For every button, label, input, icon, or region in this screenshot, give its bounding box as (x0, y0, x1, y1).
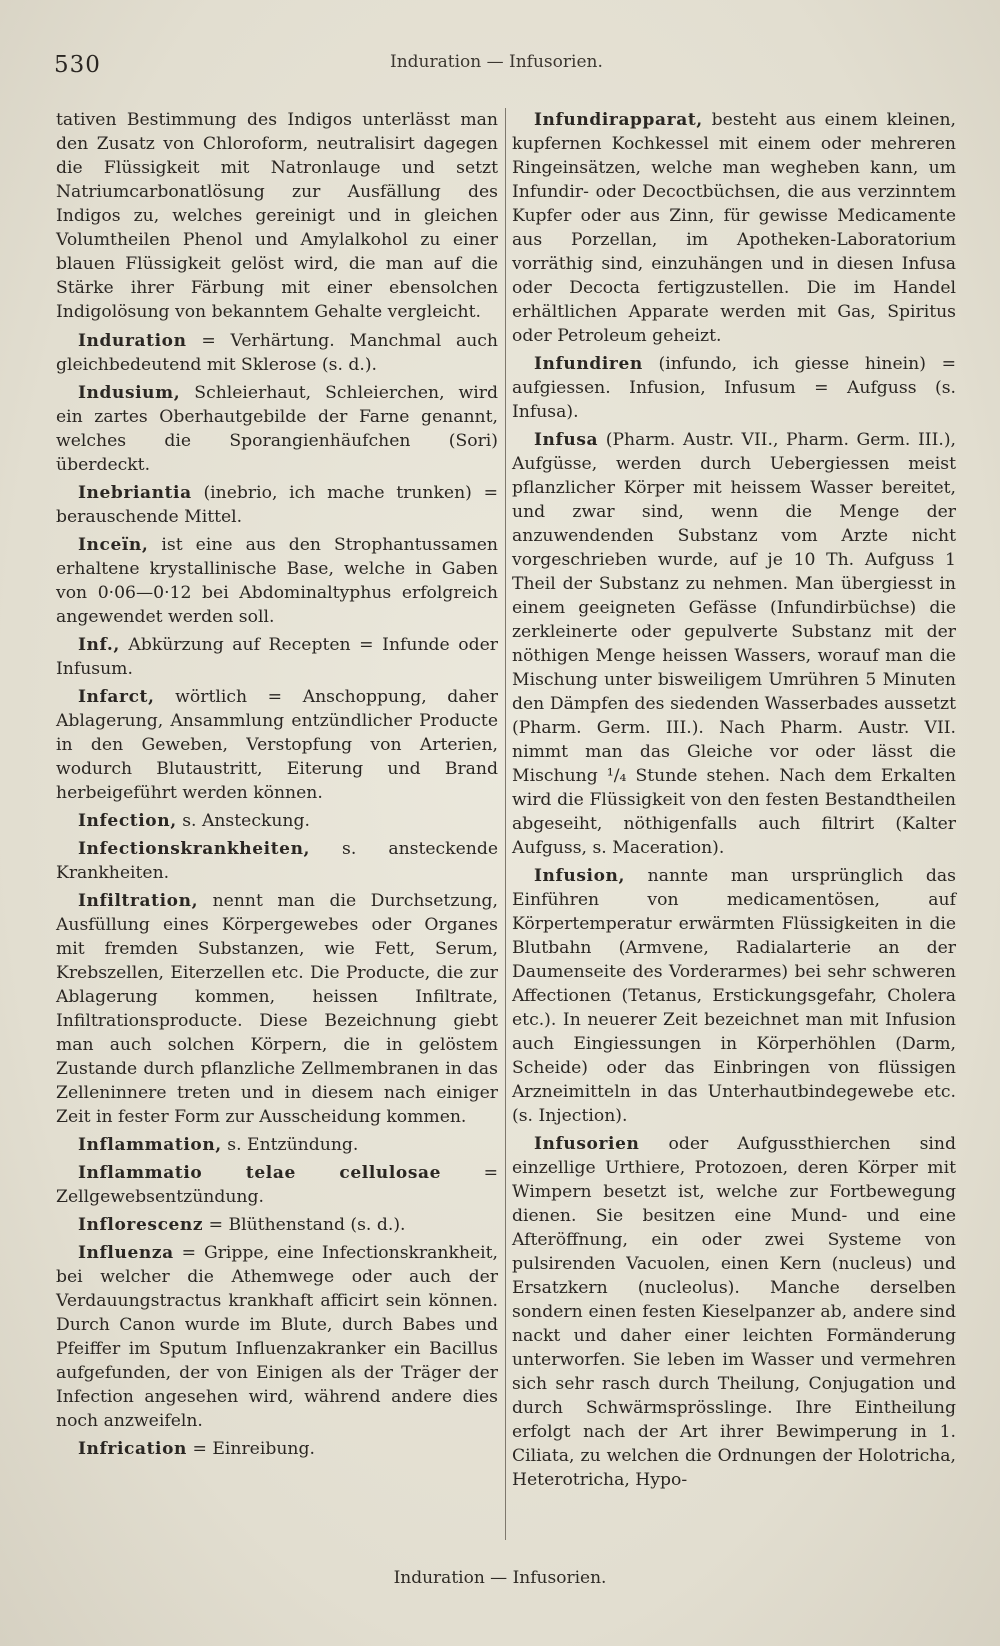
entry-infusa (512, 428, 956, 860)
entry-infundiren (512, 352, 956, 424)
entry-text: ist eine aus den Strophantussamen erhaltene krystallinische Base, welche in Gaben von 0·06—0·12 bei Abdominaltyphus erfolgreich angewendet werden soll. (56, 535, 498, 627)
entry-headword: Infiltration, (78, 891, 199, 911)
entry-text: s. ansteckende Krankheiten. (56, 839, 498, 883)
entry-infusion (512, 864, 956, 1128)
entry-headword: Inf., (78, 635, 120, 655)
entry-headword: Influenza (78, 1243, 174, 1263)
entry-text: wörtlich = Anschoppung, daher Ablagerung, Ansammlung entzündlicher Producte in den Geweben, Verstopfung von Arterien, wodurch Blutaustritt, Eiterung und Brand herbeigeführt werden können. (56, 687, 498, 803)
entry-text: s. Ansteckung. (176, 811, 310, 831)
entry-text: nennt man die Durchsetzung, Ausfüllung eines Körpergewebes oder Organes mit fremden Substanzen, wie Fett, Serum, Krebszellen, Eiterzellen etc. Die Producte, die zur Ablagerung kommen, heissen Infiltrate, Infiltrationsproducte. Diese Bezeichnung giebt man auch solchen Körpern, die in gelöstem Zustande durch pflanzliche Zellmembranen in das Zelleninnere treten und in diesem nach einiger Zeit in fester Form zur Ausscheidung kommen. (56, 891, 498, 1127)
entry-headword: Inflammation, (78, 1135, 222, 1155)
entry-inflorescenz (56, 1213, 498, 1237)
entry-headword: Induration (78, 331, 187, 351)
entry-text: besteht aus einem kleinen, kupfernen Kochkessel mit einem oder mehreren Ringeinsätzen, welche man wegheben kann, um Infundir- oder Decoctbüchsen, die aus verzinntem Kupfer oder aus Zinn, für gewisse Medicamente aus Porzellan, im Apotheken-Laboratorium vorräthig sind, einzuhängen und in diesen Infusa oder Decocta fertigzustellen. Die im Handel erhältlichen Apparate werden mit Gas, Spiritus oder Petroleum geheizt. (512, 110, 956, 346)
entry-headword: Indusium, (78, 383, 181, 403)
entry-infrication (56, 1437, 498, 1461)
entry-headword: Infusa (534, 430, 599, 450)
entry-headword: Infectionskrankheiten, (78, 839, 311, 859)
entry-headword: Infrication (78, 1439, 188, 1459)
entry-text: = Grippe, eine Infectionskrankheit, bei welcher die Athemwege oder auch der Verdauungstractus krankhaft afficirt sein können. Durch Canon wurde im Blute, durch Babes und Pfeiffer im Sputum Influenzakranker ein Bacillus aufgefunden, der von Einigen als der Träger der Infection angesehen wird, während andere dies noch anzweifeln. (56, 1243, 498, 1431)
page-number: 530 (54, 52, 101, 78)
entry-headword: Inflammatio telae cellulosae (78, 1163, 442, 1183)
entry-influenza (56, 1241, 498, 1433)
entry-infectionskrankheiten (56, 837, 498, 885)
left-column (56, 108, 498, 1465)
entry-headword: Infarct, (78, 687, 155, 707)
entry-headword: Infundirapparat, (534, 110, 703, 130)
entry-text: = Einreibung. (187, 1439, 315, 1459)
entry-infiltration (56, 889, 498, 1129)
entry-incein (56, 533, 498, 629)
entry-text: = Blüthenstand (s. d.). (203, 1215, 406, 1235)
entry-headword: Infundiren (534, 354, 643, 374)
column-divider (505, 108, 506, 1540)
entry-infection (56, 809, 498, 833)
entry-inf (56, 633, 498, 681)
entry-continuation (56, 108, 498, 324)
entry-inflammatio-telae-cellulosae (56, 1161, 498, 1209)
entry-headword: Infusion, (534, 866, 626, 886)
entry-text: s. Entzündung. (221, 1135, 359, 1155)
entry-headword: Inflorescenz (78, 1215, 204, 1235)
entry-indusium (56, 381, 498, 477)
entry-infarct (56, 685, 498, 805)
entry-text: tativen Bestimmung des Indigos unterlässt man den Zusatz von Chloroform, neutralisirt dagegen die Flüssigkeit mit Natronlauge und setzt Natriumcarbonatlösung zur Ausfällung des Indigos zu, welches gereinigt und in gleichen Volumtheilen Phenol und Amylalkohol zu einer blauen Flüssigkeit gelöst wird, die man auf die Stärke ihrer Färbung mit einer ebensolchen Indigolösung von bekanntem Gehalte vergleicht. (56, 110, 498, 322)
entry-headword: Infusorien (534, 1134, 640, 1154)
right-column (512, 108, 956, 1496)
entry-text: (inebrio, ich mache trunken) = berauschende Mittel. (56, 483, 498, 527)
entry-headword: Inebriantia (78, 483, 192, 503)
entry-infundirapparat (512, 108, 956, 348)
entry-text: = Verhärtung. Manchmal auch gleichbedeutend mit Sklerose (s. d.). (56, 331, 498, 375)
entry-text: = Zellgewebsentzündung. (56, 1163, 498, 1207)
entry-headword: Inceïn, (78, 535, 149, 555)
running-head: Induration — Infusorien. (390, 52, 603, 72)
entry-inebriantia (56, 481, 498, 529)
entry-infusorien (512, 1132, 956, 1492)
entry-inflammation (56, 1133, 498, 1157)
entry-text: (infundo, ich giesse hinein) = aufgiessen. Infusion, Infusum = Aufguss (s. Infusa). (512, 354, 956, 422)
page-footer: Induration — Infusorien. (393, 1568, 607, 1588)
entry-text: nannte man ursprünglich das Einführen von medicamentösen, auf Körpertemperatur erwärmten Flüssigkeiten in die Blutbahn (Armvene, Radialarterie an der Daumenseite des Vorderarmes) bei sehr schweren Affectionen (Tetanus, Erstickungsgefahr, Cholera etc.). In neuerer Zeit bezeichnet man mit Infusion auch Eingiessungen in Körperhöhlen (Darm, Scheide) oder das Einbringen von flüssigen Arzneimitteln in das Unterhautbindegewebe etc. (s. Injection). (512, 866, 956, 1126)
entry-text: Abkürzung auf Recepten = Infunde oder Infusum. (56, 635, 498, 679)
entry-induration (56, 329, 498, 377)
entry-text: Schleierhaut, Schleierchen, wird ein zartes Oberhautgebilde der Farne genannt, welches die Sporangienhäufchen (Sori) überdeckt. (56, 383, 498, 475)
entry-headword: Infection, (78, 811, 177, 831)
entry-text: oder Aufgussthierchen sind einzellige Urthiere, Protozoen, deren Körper mit Wimpern besetzt ist, welche zur Fortbewegung dienen. Sie besitzen eine Mund- und eine Afteröffnung, ein oder zwei Systeme von pulsirenden Vacuolen, einen Kern (nucleus) und Ersatzkern (nucleolus). Manche derselben sondern einen festen Kieselpanzer ab, andere sind nackt und daher einer leichten Formänderung unterworfen. Sie leben im Wasser und vermehren sich sehr rasch durch Theilung, Conjugation und durch Schwärmsprösslinge. Ihre Eintheilung erfolgt nach der Art ihrer Bewimperung in 1. Ciliata, zu welchen die Ordnungen der Holotricha, Heterotricha, Hypo- (512, 1134, 956, 1490)
entry-text: (Pharm. Austr. VII., Pharm. Germ. III.), Aufgüsse, werden durch Uebergiessen meist pflanzlicher Körper mit heissem Wasser bereitet, und zwar sind, wenn die Menge der anzuwendenden Substanz vom Arzte nicht vorgeschrieben wurde, auf je 10 Th. Aufguss 1 Theil der Substanz zu nehmen. Man übergiesst in einem geeigneten Gefässe (Infundirbüchse) die zerkleinerte oder gepulverte Substanz mit der nöthigen Menge heissen Wassers, worauf man die Mischung unter bisweiligem Umrühren 5 Minuten den Dämpfen des siedenden Wasserbades aussetzt (Pharm. Germ. III.). Nach Pharm. Austr. VII. nimmt man das Gleiche vor oder lässt die Mischung ¹/₄ Stunde stehen. Nach dem Erkalten wird die Flüssigkeit von den festen Bestandtheilen abgeseiht, nöthigenfalls auch filtrirt (Kalter Aufguss, s. Maceration). (512, 430, 956, 858)
